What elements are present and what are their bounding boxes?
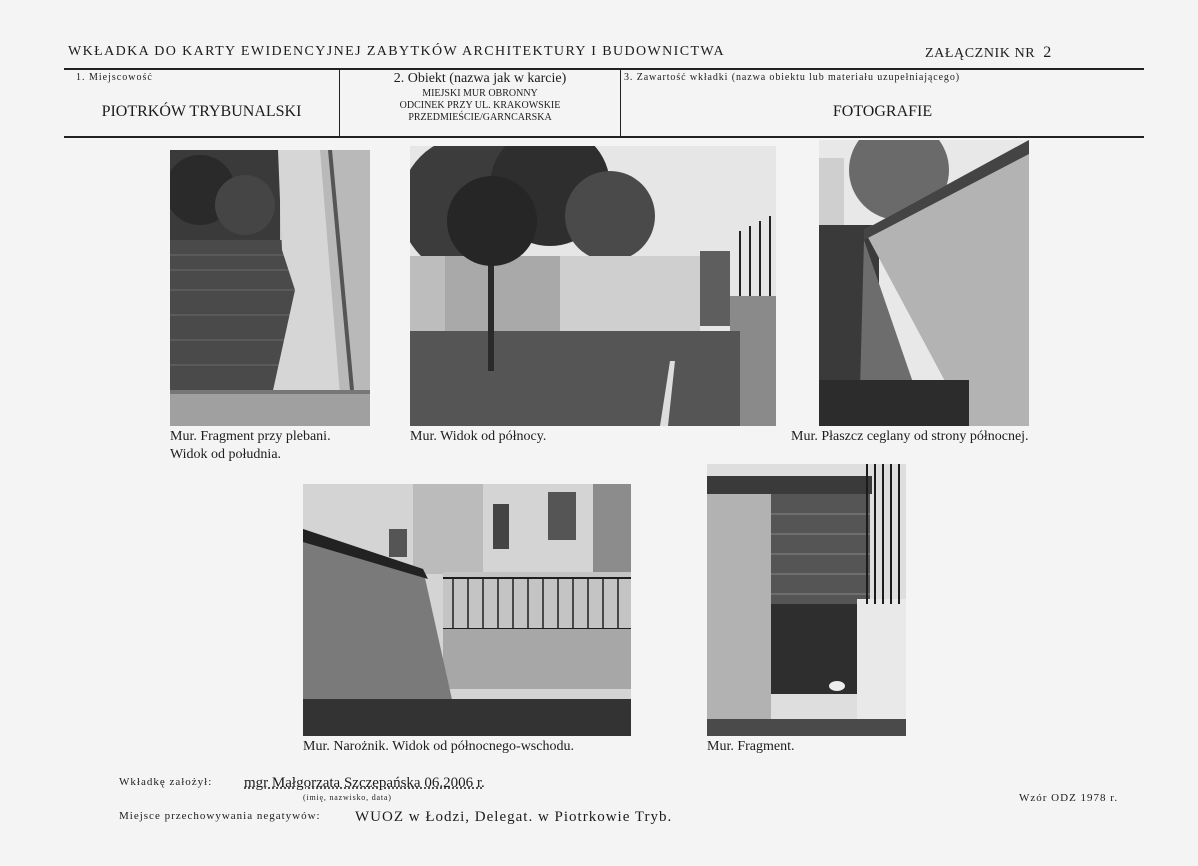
annex-label: ZAŁĄCZNIK NR <box>925 46 1036 61</box>
locality-label: 1. Miejscowość <box>76 72 153 83</box>
author-label: Wkładkę założył: <box>119 776 213 788</box>
header-bottom-rule <box>64 136 1144 138</box>
caption-photo-1-line-2: Widok od południa. <box>170 447 282 462</box>
photo-wall-fragment <box>707 464 906 736</box>
author-value: mgr Małgorzata Szczepańska 06.2006 r. <box>244 775 485 791</box>
photo-wall-brick-mantle-north <box>819 140 1029 426</box>
object-field <box>340 71 620 123</box>
storage-label: Miejsce przechowywania negatywów: <box>119 810 321 822</box>
caption-photo-4: Mur. Narożnik. Widok od północnego-wschodu. <box>303 739 574 754</box>
header-top-rule <box>64 68 1144 70</box>
photo-wall-fragment-rectory <box>170 150 370 426</box>
document-title: WKŁADKA DO KARTY EWIDENCYJNEJ ZABYTKÓW ARCHITEKTURY I BUDOWNICTWA <box>68 44 725 59</box>
object-line-1: MIEJSKI MUR OBRONNY <box>422 88 538 99</box>
storage-value: WUOZ w Łodzi, Delegat. w Piotrkowie Tryb. <box>355 809 673 825</box>
content-value: FOTOGRAFIE <box>832 103 933 120</box>
author-hint: (imię, nazwisko, data) <box>303 793 392 802</box>
photo-wall-view-north <box>410 146 776 426</box>
object-label: 2. Obiekt (nazwa jak w karcie) <box>393 71 567 86</box>
content-label: 3. Zawartość wkładki (nazwa obiektu lub materiału uzupełniającego) <box>624 72 960 83</box>
locality-value: PIOTRKÓW TRYBUNALSKI <box>101 103 302 120</box>
caption-photo-3: Mur. Płaszcz ceglany od strony północnej. <box>791 429 1029 444</box>
caption-photo-2: Mur. Widok od północy. <box>410 429 547 444</box>
annex-label-block <box>925 44 1052 62</box>
caption-photo-1-line-1: Mur. Fragment przy plebani. <box>170 429 331 444</box>
annex-number: 2 <box>1043 44 1052 61</box>
caption-photo-1 <box>170 428 331 464</box>
photo-wall-corner-northeast <box>303 484 631 736</box>
template-label: Wzór ODZ 1978 r. <box>1019 792 1119 804</box>
object-line-3: PRZEDMIEŚCIE/GARNCARSKA <box>408 112 552 123</box>
object-line-2: ODCINEK PRZY UL. KRAKOWSKIE <box>399 100 561 111</box>
caption-photo-5: Mur. Fragment. <box>707 739 795 754</box>
